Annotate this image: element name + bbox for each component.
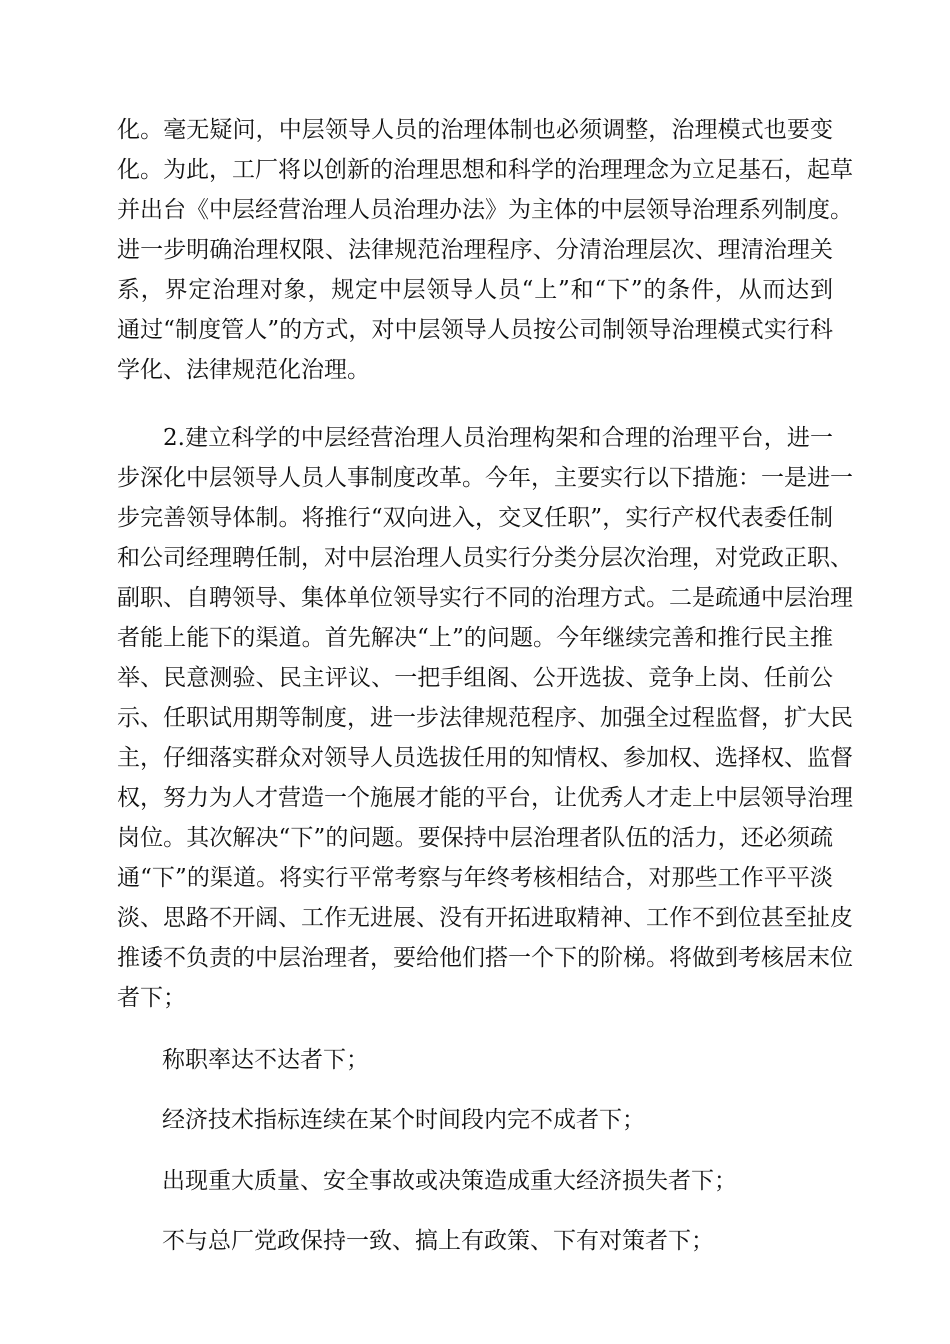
paragraph-line: 岗位。其次解决“下”的问题。要保持中层治理者队伍的活力，还必须疏 [117, 825, 833, 851]
paragraph-line: 副职、自聘领导、集体单位领导实行不同的治理方式。二是疏通中层治理 [117, 585, 853, 611]
paragraph-line: 权，努力为人才营造一个施展才能的平台，让优秀人才走上中层领导治理 [117, 785, 853, 811]
paragraph-line: 和公司经理聘任制，对中层治理人员实行分类分层次治理，对党政正职、 [117, 545, 853, 571]
paragraph-line: 步深化中层领导人员人事制度改革。今年，主要实行以下措施：一是进一 [117, 465, 853, 491]
paragraph-line: 者能上能下的渠道。首先解决“上”的问题。今年继续完善和推行民主推 [117, 625, 833, 651]
paragraph-line: 举、民意测验、民主评议、一把手组阁、公开选拔、竞争上岗、任前公 [117, 665, 833, 691]
paragraph-line: 主，仔细落实群众对领导人员选拔任用的知情权、参加权、选择权、监督 [117, 745, 853, 771]
paragraph-line: 通“下”的渠道。将实行平常考察与年终考核相结合，对那些工作平平淡 [117, 865, 833, 891]
list-item: 经济技术指标连续在某个时间段内完不成者下； [162, 1107, 645, 1133]
list-item: 出现重大质量、安全事故或决策造成重大经济损失者下； [162, 1168, 737, 1194]
list-item: 称职率达不达者下； [162, 1047, 369, 1073]
paragraph-line: 学化、法律规范化治理。 [117, 357, 370, 383]
list-item: 不与总厂党政保持一致、搞上有政策、下有对策者下； [162, 1228, 714, 1254]
paragraph-line: 通过“制度管人”的方式，对中层领导人员按公司制领导治理模式实行科 [117, 317, 833, 343]
paragraph-line: 系，界定治理对象，规定中层领导人员“上”和“下”的条件，从而达到 [117, 277, 833, 303]
paragraph-line: 并出台《中层经营治理人员治理办法》为主体的中层领导治理系列制度。 [117, 197, 853, 223]
paragraph-line: 推诿不负责的中层治理者，要给他们搭一个下的阶梯。将做到考核居末位 [117, 945, 853, 971]
paragraph-line: 化。为此，工厂将以创新的治理思想和科学的治理理念为立足基石，起草 [117, 157, 853, 183]
paragraph-line: 者下； [117, 985, 186, 1011]
paragraph-line: 淡、思路不开阔、工作无进展、没有开拓进取精神、工作不到位甚至扯皮 [117, 905, 853, 931]
paragraph-line: 示、任职试用期等制度，进一步法律规范程序、加强全过程监督，扩大民 [117, 705, 853, 731]
paragraph-line: 进一步明确治理权限、法律规范治理程序、分清治理层次、理清治理关 [117, 237, 833, 263]
paragraph-line: 2.建立科学的中层经营治理人员治理构架和合理的治理平台，进一 [163, 425, 833, 451]
paragraph-line: 步完善领导体制。将推行“双向进入，交叉任职”，实行产权代表委任制 [117, 505, 833, 531]
paragraph-line: 化。毫无疑问，中层领导人员的治理体制也必须调整，治理模式也要变 [117, 117, 833, 143]
